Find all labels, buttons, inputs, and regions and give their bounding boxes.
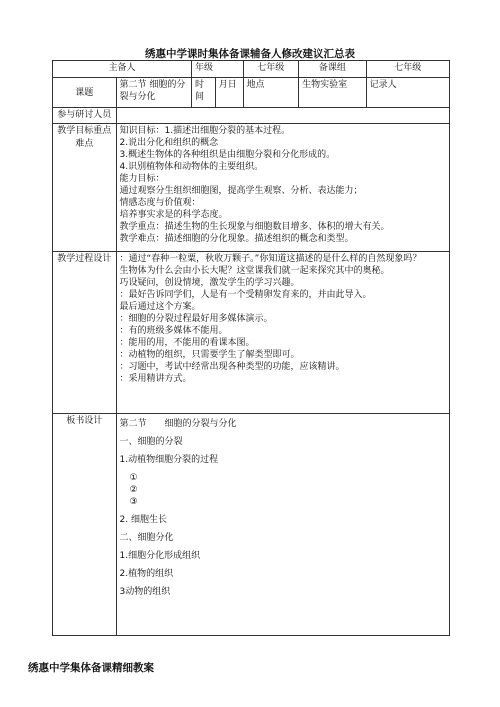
design-line: 生物体为什么会由小长大呢？这堂课我们就一起来探究其中的奥秘。	[119, 266, 390, 276]
board-content	[116, 414, 449, 636]
design-content	[116, 252, 449, 414]
design-line: 巧设疑问，创设情境，激发学生的学习兴趣。	[119, 278, 300, 288]
main-preparer-label: 主备人	[53, 61, 192, 78]
board-line: 一、细胞的分裂	[119, 437, 183, 447]
goals-line: 3.概述生物体的各种组织是由细胞分裂和分化形成的。	[119, 150, 336, 160]
document-title: 绣惠中学课时集体备课辅备人修改建议汇总表	[145, 48, 355, 60]
goals-line: 通过观察分生组织细胞图，提高学生观察、分析、表达能力；	[119, 186, 363, 196]
location-value: 生物实验室	[299, 78, 366, 108]
goals-line: 情感态度与价值观：	[119, 198, 201, 208]
location-label: 地点	[243, 78, 299, 108]
time-label: 时间	[191, 78, 215, 108]
goals-line: 知识目标：1.描述出细胞分裂的基本过程。	[119, 126, 291, 136]
design-label: 教学过程设计	[53, 252, 117, 414]
design-line: ：动植物的组织，只需要学生了解类型即可。	[119, 350, 300, 360]
recorder-label: 记录人	[366, 78, 449, 108]
topic-label: 课题	[53, 78, 117, 108]
design-line: 最后通过这个方案。	[119, 302, 201, 312]
board-line: 1.动植物细胞分裂的过程	[119, 455, 219, 465]
goals-line: 教学难点：描述细胞的分化现象。描述组织的概念和类型。	[119, 234, 354, 244]
participants-row	[53, 108, 450, 124]
grade-label: 年级	[191, 61, 243, 78]
design-line: ：习题中，考试中经常出现各种类型的功能，应该精讲。	[119, 362, 345, 372]
footer-title: 绣惠中学集体备课精细教案	[28, 662, 154, 674]
goals-row	[53, 124, 450, 252]
board-label: 板书设计	[53, 414, 117, 636]
board-row	[53, 414, 450, 636]
participants-value	[116, 108, 449, 124]
goals-label: 教学目标重点难点	[53, 124, 117, 252]
month-day: 月日	[215, 78, 243, 108]
participants-label: 参与研讨人员	[53, 108, 117, 124]
board-line: 2. 细胞生长	[119, 515, 167, 525]
board-line: 2.植物的组织	[119, 569, 174, 579]
design-line: ：能用的用，不能用的看课本图。	[119, 338, 255, 348]
design-line: ：有的班级多媒体不能用。	[119, 326, 228, 336]
board-line: ③	[129, 497, 138, 507]
design-line: ：通过“春种一粒粟，秋收万颗子。”你知道这描述的是什么样的自然现象吗？	[119, 254, 422, 264]
board-line: 3动物的组织	[119, 587, 171, 597]
board-line: ②	[129, 485, 138, 495]
grade-value: 七年级	[243, 61, 299, 78]
goals-line: 教学重点：描述生物的生长现象与细胞数目增多、体积的增大有关。	[119, 222, 390, 232]
topic-value: 第二节 细胞的分裂与分化	[116, 78, 191, 108]
board-line: ①	[129, 473, 138, 483]
board-line: 第二节 细胞的分裂与分化	[119, 419, 237, 429]
goals-line: 培养事实求是的科学态度。	[119, 210, 228, 220]
design-line: ：最好告诉同学们，人是有一个受精卵发育来的，并由此导入。	[119, 290, 372, 300]
summary-table	[52, 60, 450, 636]
board-line: 二、细胞分化	[119, 533, 174, 543]
goals-line: 2.说出分化和组织的概念	[119, 138, 219, 148]
prep-group-value: 七年级	[366, 61, 449, 78]
goals-line: 4.识别植物体和动物体的主要组织。	[119, 162, 264, 172]
goals-content	[116, 124, 449, 252]
design-line: ：采用精讲方式。	[119, 374, 192, 384]
design-row	[53, 252, 450, 414]
goals-line: 能力目标：	[119, 174, 165, 184]
board-line: 1.细胞分化形成组织	[119, 551, 201, 561]
design-line: ：细胞的分裂过程最好用多媒体演示。	[119, 314, 273, 324]
prep-group-label: 备课组	[299, 61, 366, 78]
header-row-2	[53, 78, 450, 108]
header-row-1	[53, 61, 450, 78]
